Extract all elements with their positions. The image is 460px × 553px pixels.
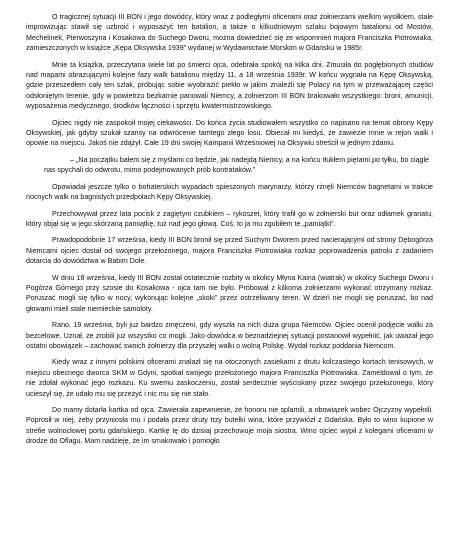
paragraph: Kiedy wraz z innymi polskimi oficerami znalazł się na otoczonych zasiekami z drutu kolczastego kortach tenisowych, w miejscu obecnego dworca SKM w Gdyni, spotkał swojego przełożonego majora Franciszka Piotrowiaka. Zameldował o tym, że nie zdołał wykonać jego rozkazu. Ku swemu zaskoczeniu, został serdecznie wyściskany przez swojego przełożonego, który ucieszył się, że udało mu się przeżyć i nic mu się nie stało.	[26, 358, 433, 398]
paragraph: O tragicznej sytuacji III BON i jego dowódcy, który wraz z podległymi oficerami oraz żołnierzami wielkim wysiłkiem, stale improwizując stawił się uzbroić i wyposażyć ten batalion, a także o kilkudniowym szlaku bojowym batalionu od Mostów, Mechelinek, Pierwoszyna i Kosakowa do Suchego Dworu, można dowiedzieć się ze wspomnień majora Franciszka Piotrowiaka, zamieszczonych w książce „Kępa Oksywska 1939” wydanej w Wydawnictwie Morskim w Gdańsku w 1985r.	[26, 13, 433, 53]
paragraph: Rano, 19 września, byli już bardzo zmęczeni, gdy wyszła na nich duża grupa Niemców. Ojciec ocenił podjęcie walki za bezcelowe. Uznał, że zrobili już wszystko co mogli. Jako dowódca w beznadziejnej sytuacji postanowił wypełnić, jak uważał jego ostatni obowiązek – zachować swoich żołnierzy dla przyszłej walki o wolną Polskę. Wydał rozkaz poddania Niemcom.	[26, 321, 433, 350]
paragraph: Ojciec nigdy nie zaspokoił mojej ciekawości. Do końca życia studiowałem wszystko co napisano na temat obrony Kępy Oksywskiej, jak gdyby szukał szansy na odwrócenie tamtego złego losu. Obiecał mi kiedyś, że zawiezie mnie w rejon walk i opowie na miejscu. Jakoś nie zdążył. Całe 19 dni swojej Kampanii Wrześniowej na Oksywiu streścił w jednym zdaniu.	[26, 118, 433, 148]
paragraph: W dniu 18 września, kiedy III BON został ostatecznie rozbity w okolicy Młyna Kaina (wiatrak) w okolicy Suchego Dworu i Pogórza Górnego przy szosie do Kosakowa - ojca tam nie było. Próbował z kilkoma żołnierzami wykonać otrzymany rozkaz. Poruszać mogli się tylko w nocy, wykonując kolejne „skoki” przez ostrzeliwany teren. W dzień nie mogli się poruszać, bo nad głowami mieli stale niemieckie samoloty.	[26, 273, 433, 313]
paragraph: Prawdopodobnie 17 września, kiedy III BON bronił się przed Suchym Dworem przed nacierającymi od strony Dębogórza Niemcami ojciec dostał od swojego przełożonego, majora Franciszka Piotrowiaka rozkaz poprowadzenia patrolu z zadaniem dotarcia do dowództwa w Babim Dole.	[26, 236, 433, 266]
paragraph: Opowiadał jeszcze tylko o bohaterskich wypadach spieszonych marynarzy, którzy rżnęli Niemców bagnetami w trakcie nocnych walk na bagnistych przedpolach Kępy Oksywskiej.	[26, 182, 433, 202]
quote-paragraph: – „Na początku bałem się z myślami co będzie, jak nadejdą Niemcy, a na końcu tłukłem piętami po tyłku, bo ciągle nas spychali do odwrotu, mimo podejmowanych prób kontrataków.”	[44, 155, 429, 175]
paragraph: Mnie ta książka, przeczytana wiele lat po śmierci ojca, odebrała spokój na kilka dni. Zmusiła do pogłębionych studiów nad mapami obrazującymi kolejne fazy walk batalionu między 11, a 18 września 1939r. W końcu wygnała na Kępę Oksywską, gdzie przeszedłem cały ten szlak, próbując sobie wyobrazić piekło w jakim znaleźli się Polacy na tym w przeważającej części odsłoniętym terenie, gdy w powietrzu bezkarnie panowali Niemcy, a żołnierzom III BON brakowało wszystkiego: broni, amunicji, wyposażenia medycznego, środków łączności i sprzętu kwatermistrzowskiego.	[26, 60, 433, 111]
paragraph: Do mamy dotarła kartka od ojca. Zawierała zapewnienie, że honoru nie splamili, a obowiązek wobec Ojczyzny wypełnili. Poprosił w niej, żeby przyniosła mu i podała przez druty trzy butelki wina, które przywiózł z Gdańska. Było to wino kupione w strefie wolnocłowej portu gdańskiego. Kartkę tę do dzisiaj przechowuje moja siostra. Wino ojciec wypił z kolegami oficerami w drodze do Oflagu. Mam nadzieję, że im smakowało i pomogło	[26, 406, 433, 446]
paragraph: Przechowywał przez lata pocisk z zagiętym czubkiem – rykoszet, który trafił go w żołnierski but oraz odłamek granatu, który objął się w jego skórzaną pamiątkę, tuż nad jego głową. Coś, to ja mu zgubiłem te „pamiątki”.	[26, 209, 433, 228]
